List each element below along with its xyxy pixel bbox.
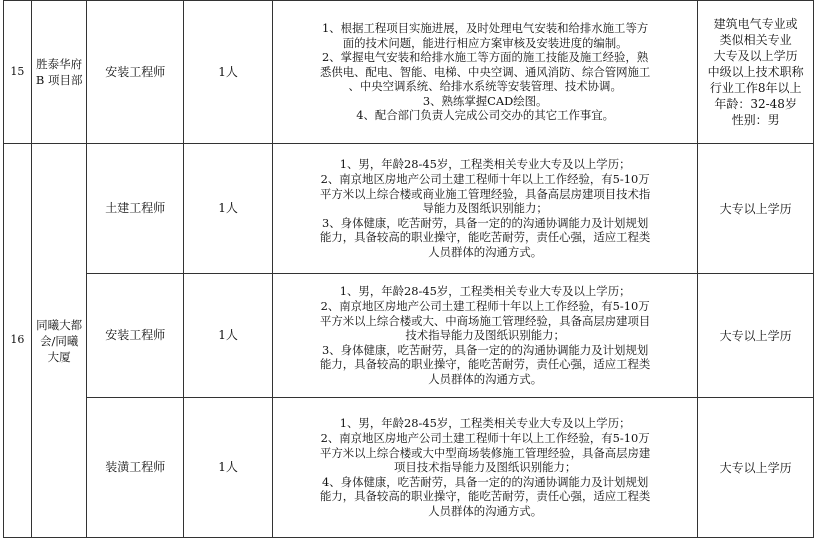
requirement-line: 平方米以上综合楼或商业施工管理经验，具备高层房建项目技术指 <box>319 186 651 201</box>
qualification-line: 大专及以上学历 <box>713 49 798 63</box>
requirement-line: 面的技术问题，能进行相应方案审核及安装进度的编制。 <box>342 35 628 50</box>
requirement-line: 1、男，年龄28-45岁，工程类相关专业大专及以上学历； <box>339 157 631 172</box>
requirement-line: 平方米以上综合楼或大、中商场施工管理经验，具备高层房建项目 <box>319 313 651 328</box>
table-row <box>4 274 814 398</box>
requirement-line: 能力，具备较高的职业操守，能吃苦耐劳，责任心强，适应工程类 <box>319 489 651 504</box>
row-number: 15 <box>4 1 32 144</box>
qualification-line: 性别：男 <box>731 113 780 127</box>
position-title: 装潢工程师 <box>87 398 184 538</box>
headcount: 1人 <box>184 274 273 398</box>
qualification <box>698 1 814 144</box>
requirement-line: 人员群体的沟通方式。 <box>428 371 543 386</box>
requirement-line: 3、身体健康，吃苦耐劳，具备一定的的沟通协调能力及计划规划 <box>322 215 649 230</box>
requirement-line: 项目技术指导能力及图纸识别能力； <box>394 460 577 475</box>
requirement-line: 人员群体的沟通方式。 <box>428 244 543 259</box>
requirement-line: 1、根据工程项目实施进展，及时处理电气安装和给排水施工等方 <box>322 20 649 35</box>
position-title: 土建工程师 <box>87 144 184 274</box>
requirement-line: 2、南京地区房地产公司土建工程师十年以上工作经验，有5-10万 <box>320 172 650 187</box>
project-line: 同曦大都 <box>36 317 83 332</box>
requirement-line: 平方米以上综合楼或大中型商场装修施工管理经验，具备高层房建 <box>319 445 651 460</box>
qualification-line: 行业工作8年以上 <box>709 81 802 95</box>
requirement-line: 能力，具备较高的职业操守，能吃苦耐劳，责任心强，适应工程类 <box>319 230 651 245</box>
requirement-line: 技术指导能力及图纸识别能力； <box>405 328 565 343</box>
qualification-line: 大专以上学历 <box>719 328 792 343</box>
requirement-line: 1、男，年龄28-45岁，工程类相关专业大专及以上学历； <box>339 416 631 431</box>
requirement-line: 悉供电、配电、智能、电梯、中央空调、通风消防、综合管网施工 <box>319 64 651 79</box>
headcount: 1人 <box>184 398 273 538</box>
project-line: 会/同曦 <box>39 333 79 348</box>
requirement-line: 3、身体健康，吃苦耐劳，具备一定的的沟通协调能力及计划规划 <box>322 342 649 357</box>
table-row <box>4 398 814 538</box>
headcount: 1人 <box>184 1 273 144</box>
project-line: 胜泰华府 <box>36 57 83 71</box>
headcount: 1人 <box>184 144 273 274</box>
qualification <box>698 274 814 398</box>
requirement-line: 3、熟练掌握CAD绘图。 <box>422 93 548 108</box>
requirement-line: 人员群体的沟通方式。 <box>428 503 543 518</box>
requirement-line: 、中央空调系统、给排水系统等安装管理、技术协调。 <box>348 79 622 94</box>
recruitment-table <box>3 0 814 538</box>
job-requirements <box>272 398 697 538</box>
qualification-line: 类似相关专业 <box>719 33 792 47</box>
job-requirements <box>272 144 697 274</box>
position-title: 安装工程师 <box>87 274 184 398</box>
project-line: 大厦 <box>47 349 71 364</box>
requirement-line: 4、配合部门负责人完成公司交办的其它工作事宜。 <box>356 108 615 123</box>
project-name <box>31 1 87 144</box>
qualification-line: 年龄：32-48岁 <box>714 97 797 111</box>
requirement-line: 导能力及图纸识别能力； <box>422 201 548 216</box>
table-row <box>4 144 814 274</box>
requirement-line: 1、男，年龄28-45岁，工程类相关专业大专及以上学历； <box>339 284 631 299</box>
qualification-line: 大专以上学历 <box>719 201 792 216</box>
qualification-line: 建筑电气专业或 <box>713 17 798 31</box>
job-requirements <box>272 1 697 144</box>
requirement-line: 能力，具备较高的职业操守，能吃苦耐劳，责任心强，适应工程类 <box>319 357 651 372</box>
position-title: 安装工程师 <box>87 1 184 144</box>
row-number: 16 <box>4 144 32 538</box>
requirement-line: 2、南京地区房地产公司土建工程师十年以上工作经验，有5-10万 <box>320 299 650 314</box>
qualification-line: 中级以上技术职称 <box>707 65 804 79</box>
requirement-line: 2、南京地区房地产公司土建工程师十年以上工作经验，有5-10万 <box>320 431 650 446</box>
job-requirements <box>272 274 697 398</box>
qualification <box>698 144 814 274</box>
project-line: B 项目部 <box>35 73 83 87</box>
requirement-line: 2、掌握电气安装和给排水施工等方面的施工技能及施工经验，熟 <box>322 50 649 65</box>
project-name <box>31 144 87 538</box>
qualification-line: 大专以上学历 <box>719 460 792 475</box>
requirement-line: 4、身体健康，吃苦耐劳，具备一定的的沟通协调能力及计划规划 <box>322 474 649 489</box>
table-row <box>4 1 814 144</box>
qualification <box>698 398 814 538</box>
